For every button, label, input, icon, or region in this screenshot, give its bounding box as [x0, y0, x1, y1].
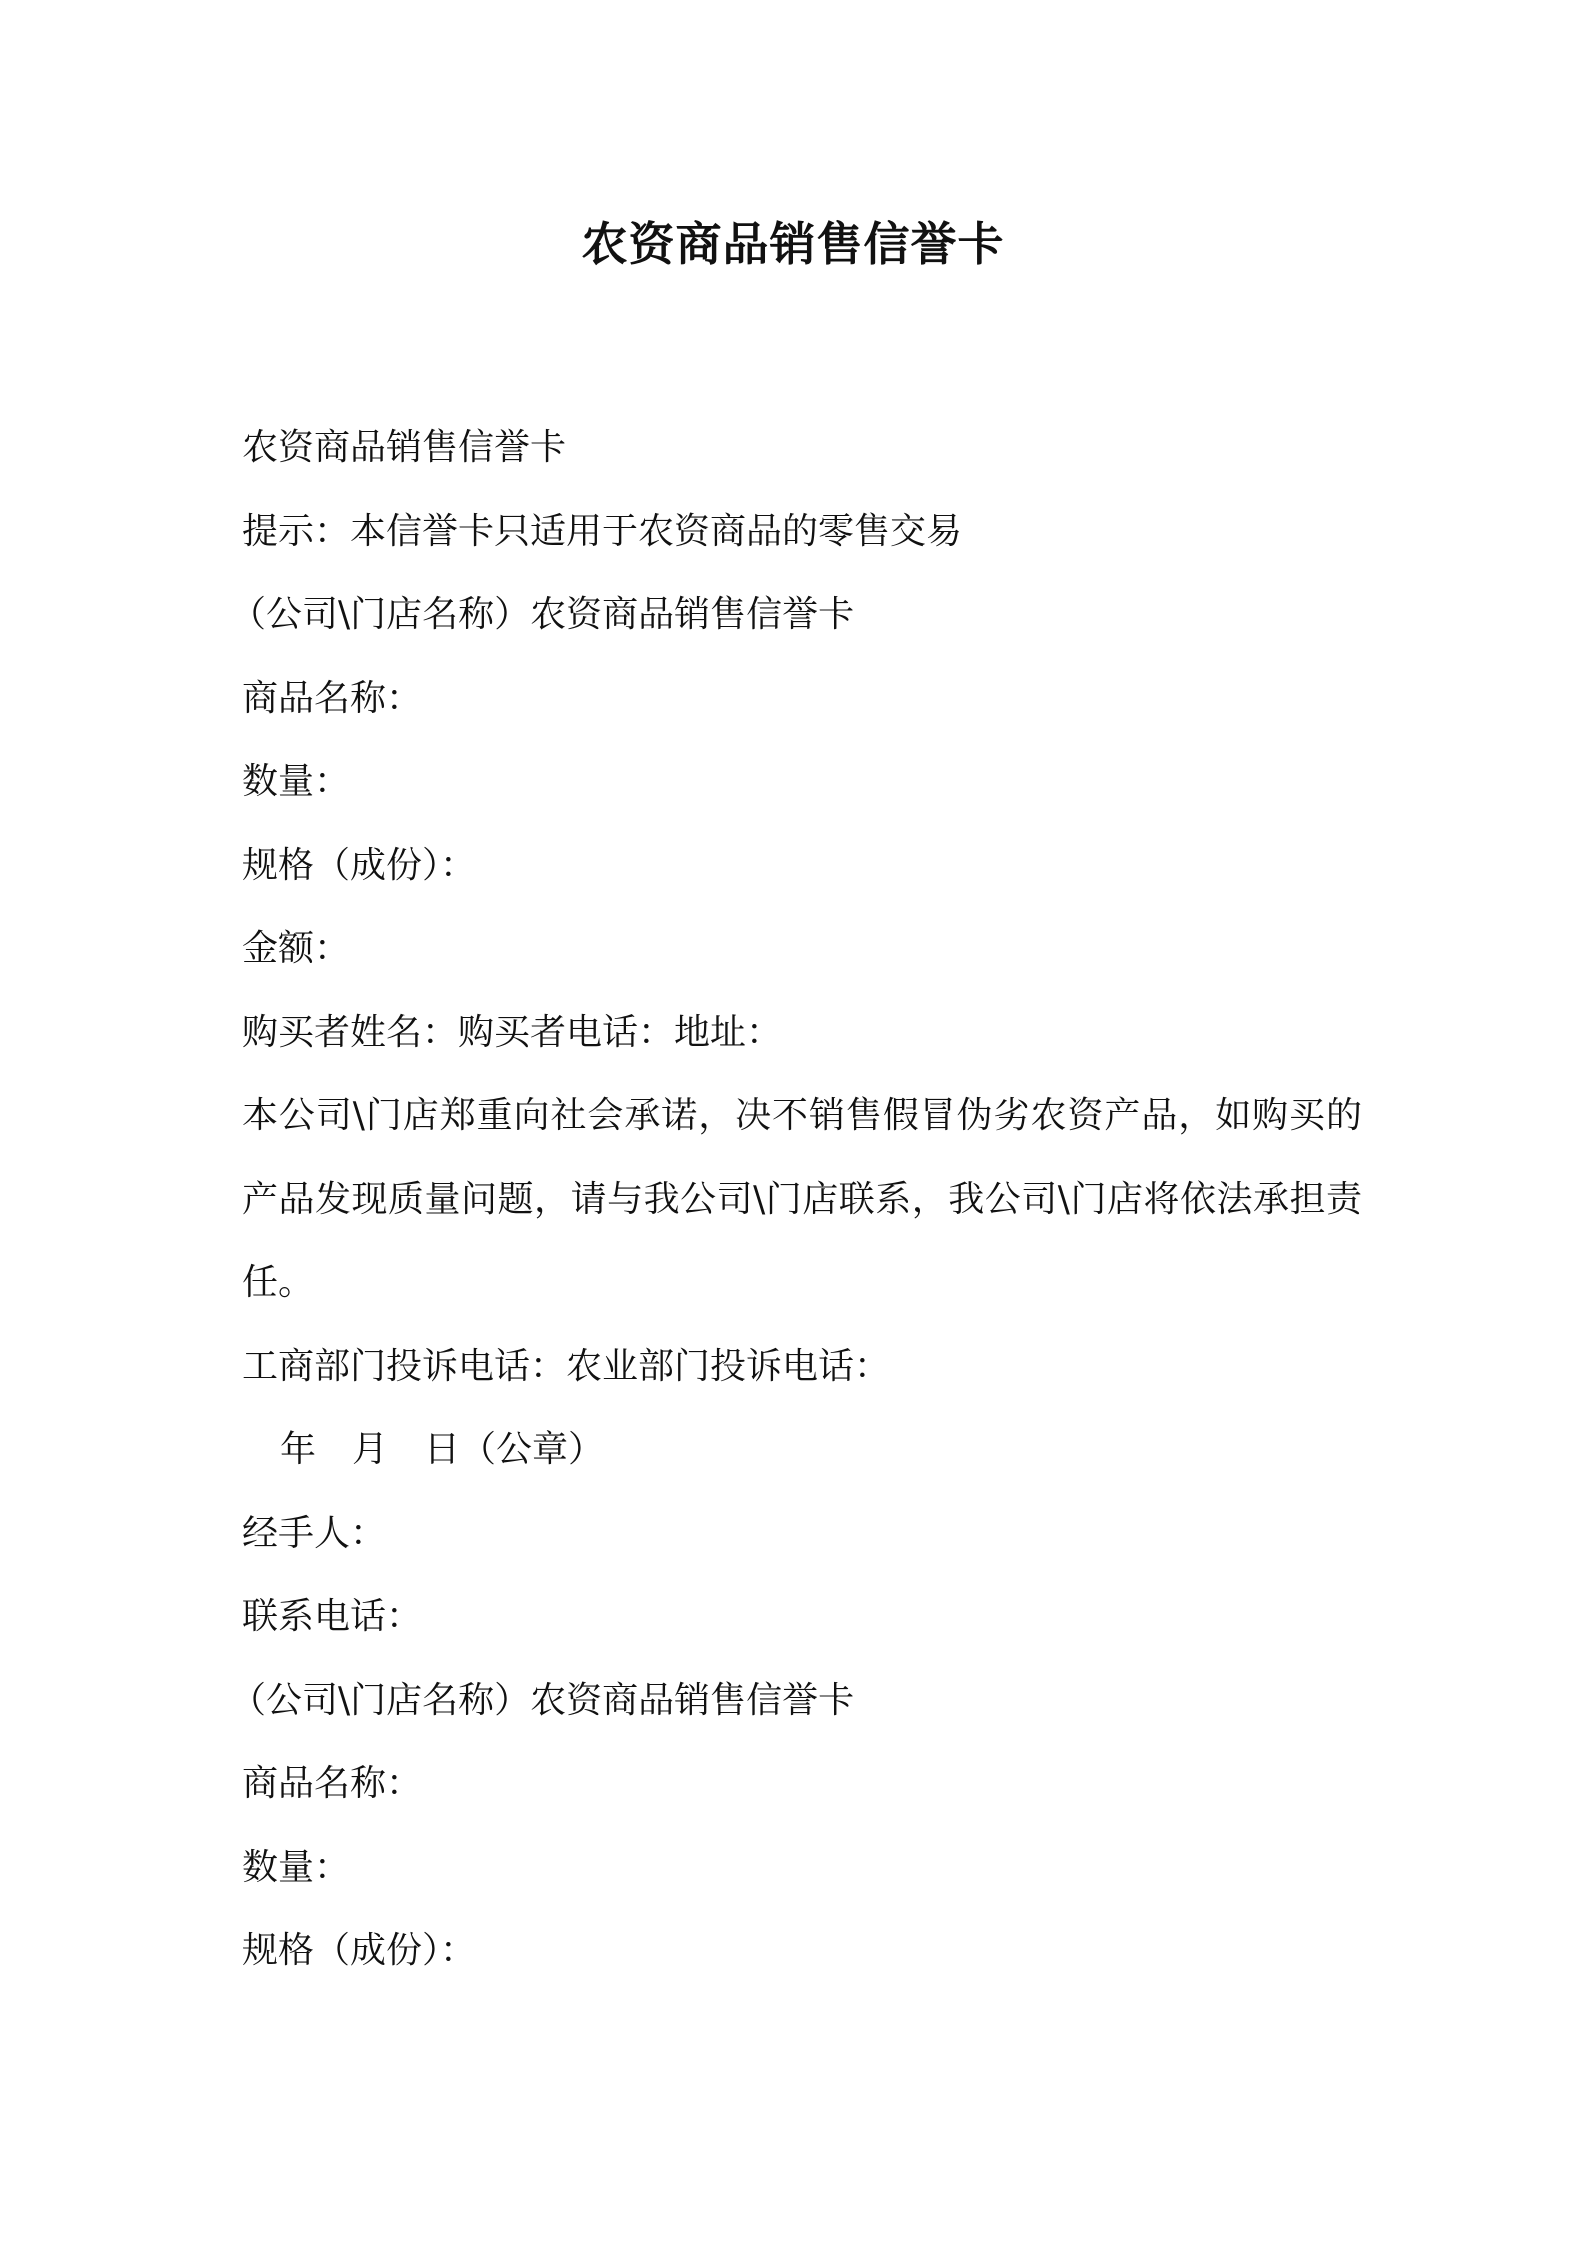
card-heading: 农资商品销售信誉卡: [242, 427, 567, 468]
quantity-field: 数量：: [242, 761, 351, 802]
buyer-info-field: 购买者姓名：购买者电话：地址：: [242, 1011, 783, 1053]
product-name-field-2: 商品名称：: [242, 1763, 423, 1804]
product-name-field: 商品名称：: [242, 677, 423, 719]
document-body: [230, 406, 1362, 1993]
document-title: 农资商品销售信誉卡: [581, 217, 1005, 271]
handler-field: 经手人：: [242, 1512, 387, 1554]
quantity-field-2: 数量：: [242, 1846, 351, 1888]
store-card-title-2: （公司\门店名称）农资商品销售信誉卡: [230, 1679, 855, 1721]
complaint-phones-field: 工商部门投诉电话：农业部门投诉电话：: [242, 1345, 891, 1387]
store-commitment-paragraph: 本公司\门店郑重向社会承诺，决不销售假冒伪劣农资产品，如购买的产品发现质量问题，请与我公司\门店联系，我公司\门店将依法承担责任。: [242, 1095, 1362, 1303]
spec-field-2: 规格（成份）：: [242, 1930, 477, 1971]
usage-notice: 提示：本信誉卡只适用于农资商品的零售交易: [242, 510, 963, 552]
date-seal-field: 年 月 日（公章）: [280, 1429, 605, 1470]
spec-field: 规格（成份）：: [242, 844, 477, 886]
contact-phone-field: 联系电话：: [242, 1596, 423, 1637]
store-card-title: （公司\门店名称）农资商品销售信誉卡: [230, 594, 855, 635]
amount-field: 金额：: [242, 928, 351, 969]
